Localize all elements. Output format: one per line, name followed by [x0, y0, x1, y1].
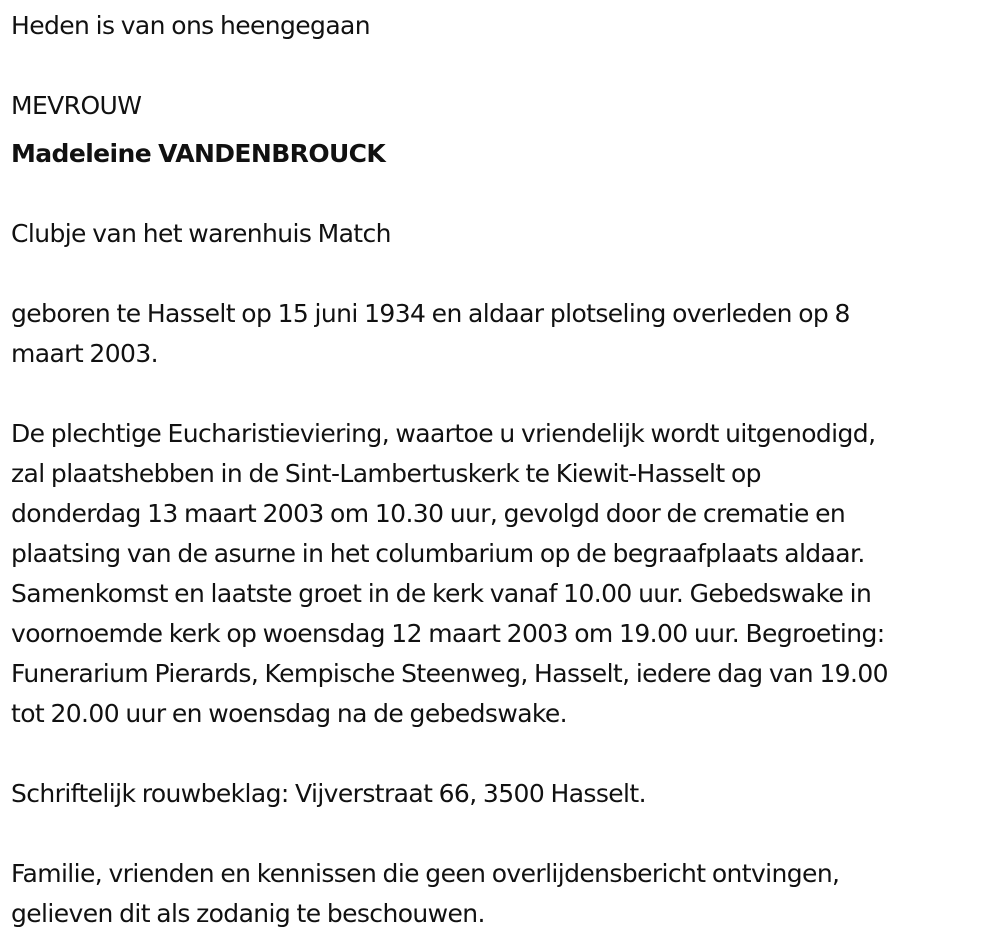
intro-text: Heden is van ons heengegaan	[11, 11, 371, 40]
ceremony-line: tot 20.00 uur en woensdag na de gebedswake.	[11, 699, 568, 728]
ceremony-line: zal plaatshebben in de Sint-Lambertuskerk te Kiewit-Hasselt op	[11, 459, 761, 488]
death-notice	[11, 6, 996, 934]
condolence-address: Schriftelijk rouwbeklag: Vijverstraat 66, 3500 Hasselt.	[11, 779, 646, 808]
ceremony-line: De plechtige Eucharistieviering, waartoe u vriendelijk wordt uitgenodigd,	[11, 419, 876, 448]
ceremony-line: Funerarium Pierards, Kempische Steenweg, Hasselt, iedere dag van 19.00	[11, 659, 888, 688]
ceremony-line: plaatsing van de asurne in het columbarium op de begraafplaats aldaar.	[11, 539, 865, 568]
closing-paragraph	[11, 854, 996, 934]
ceremony-line: Samenkomst en laatste groet in de kerk vanaf 10.00 uur. Gebedswake in	[11, 579, 872, 608]
ceremony-paragraph	[11, 414, 996, 734]
birth-line: geboren te Hasselt op 15 juni 1934 en aldaar plotseling overleden op 8	[11, 299, 850, 328]
deceased-name: Madeleine VANDENBROUCK	[11, 139, 386, 168]
ceremony-line: donderdag 13 maart 2003 om 10.30 uur, gevolgd door de crematie en	[11, 499, 846, 528]
birth-death-paragraph	[11, 294, 996, 374]
closing-line: gelieven dit als zodanig te beschouwen.	[11, 899, 485, 928]
closing-line: Familie, vrienden en kennissen die geen overlijdensbericht ontvingen,	[11, 859, 840, 888]
honorific-title: MEVROUW	[11, 91, 142, 120]
sender-text: Clubje van het warenhuis Match	[11, 219, 391, 248]
birth-line: maart 2003.	[11, 339, 158, 368]
ceremony-line: voornoemde kerk op woensdag 12 maart 2003 om 19.00 uur. Begroeting:	[11, 619, 885, 648]
